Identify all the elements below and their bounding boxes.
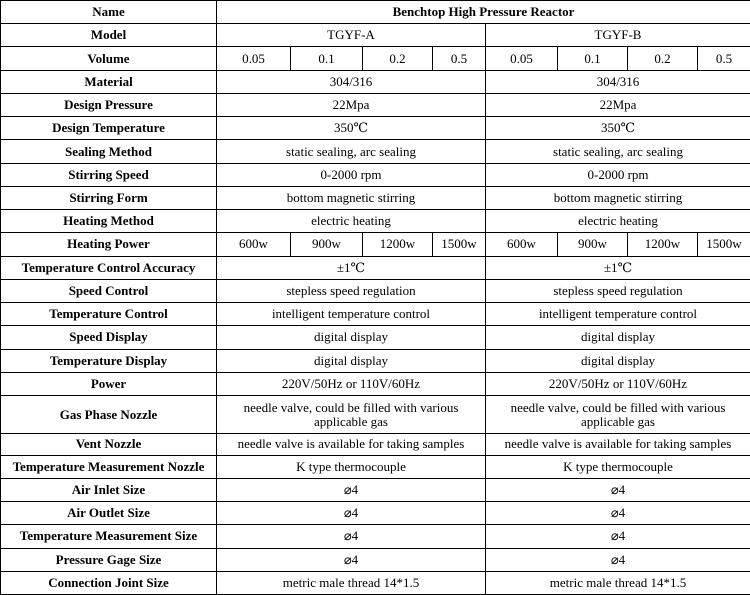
value-a: 304/316 xyxy=(217,70,486,93)
spec-row xyxy=(1,279,750,302)
value-a: 220V/50Hz or 110V/60Hz xyxy=(217,372,486,395)
value-a: ±1℃ xyxy=(217,256,486,279)
volume-b-cell: 0.05 xyxy=(486,47,558,70)
row-label: Power xyxy=(1,372,217,395)
value-a: K type thermocouple xyxy=(217,455,486,478)
heating-power-row xyxy=(1,233,750,256)
volume-a-cell: 0.2 xyxy=(363,47,433,70)
value-b: needle valve, could be filled with various applicable gas xyxy=(486,395,750,433)
row-label: Air Inlet Size xyxy=(1,478,217,501)
spec-row xyxy=(1,455,750,478)
value-b: ±1℃ xyxy=(486,256,750,279)
volume-b-cell: 0.1 xyxy=(558,47,628,70)
spec-row xyxy=(1,140,750,163)
spec-row xyxy=(1,434,750,455)
value-b: digital display xyxy=(486,349,750,372)
value-a: stepless speed regulation xyxy=(217,279,486,302)
volume-row xyxy=(1,47,750,70)
value-b: stepless speed regulation xyxy=(486,279,750,302)
value-b: ⌀4 xyxy=(486,548,750,571)
spec-row xyxy=(1,93,750,116)
spec-row xyxy=(1,395,750,433)
spec-row xyxy=(1,256,750,279)
value-b: K type thermocouple xyxy=(486,455,750,478)
spec-row xyxy=(1,117,750,140)
spec-row xyxy=(1,303,750,326)
spec-row xyxy=(1,326,750,349)
value-a: digital display xyxy=(217,349,486,372)
row-label: Material xyxy=(1,70,217,93)
name-label: Name xyxy=(1,1,217,24)
row-label: Stirring Form xyxy=(1,186,217,209)
volume-a-cell: 0.5 xyxy=(433,47,486,70)
value-a: needle valve, could be filled with various applicable gas xyxy=(217,395,486,433)
row-label: Speed Display xyxy=(1,326,217,349)
value-a: intelligent temperature control xyxy=(217,303,486,326)
row-label: Air Outlet Size xyxy=(1,502,217,525)
row-label: Temperature Measurement Nozzle xyxy=(1,455,217,478)
value-b: ⌀4 xyxy=(486,502,750,525)
spec-row xyxy=(1,349,750,372)
row-label: Temperature Display xyxy=(1,349,217,372)
value-a: electric heating xyxy=(217,210,486,233)
volume-a-cell: 0.05 xyxy=(217,47,291,70)
row-label: Connection Joint Size xyxy=(1,571,217,594)
power-a-cell: 1500w xyxy=(433,233,486,256)
heating-power-label: Heating Power xyxy=(1,233,217,256)
volume-label: Volume xyxy=(1,47,217,70)
value-b: ⌀4 xyxy=(486,525,750,548)
value-b: 0-2000 rpm xyxy=(486,163,750,186)
value-a: metric male thread 14*1.5 xyxy=(217,571,486,594)
value-b: 304/316 xyxy=(486,70,750,93)
value-a: 22Mpa xyxy=(217,93,486,116)
row-label: Vent Nozzle xyxy=(1,434,217,455)
value-a: ⌀4 xyxy=(217,502,486,525)
spec-row xyxy=(1,210,750,233)
row-label: Pressure Gage Size xyxy=(1,548,217,571)
spec-row xyxy=(1,525,750,548)
power-b-cell: 1500w xyxy=(698,233,750,256)
power-b-cell: 900w xyxy=(558,233,628,256)
value-a: 350℃ xyxy=(217,117,486,140)
value-b: 220V/50Hz or 110V/60Hz xyxy=(486,372,750,395)
model-row xyxy=(1,24,750,47)
row-label: Design Pressure xyxy=(1,93,217,116)
model-b: TGYF-B xyxy=(486,24,750,47)
spec-row xyxy=(1,502,750,525)
spec-row xyxy=(1,478,750,501)
spec-row xyxy=(1,372,750,395)
row-label: Heating Method xyxy=(1,210,217,233)
name-row xyxy=(1,1,750,24)
power-b-cell: 1200w xyxy=(628,233,698,256)
model-a: TGYF-A xyxy=(217,24,486,47)
value-a: ⌀4 xyxy=(217,548,486,571)
value-b: needle valve is available for taking samples xyxy=(486,434,750,455)
spec-row xyxy=(1,548,750,571)
value-b: intelligent temperature control xyxy=(486,303,750,326)
product-name: Benchtop High Pressure Reactor xyxy=(217,1,750,24)
spec-row xyxy=(1,571,750,594)
value-b: static sealing, arc sealing xyxy=(486,140,750,163)
volume-b-cell: 0.5 xyxy=(698,47,750,70)
power-b-cell: 600w xyxy=(486,233,558,256)
value-b: electric heating xyxy=(486,210,750,233)
value-b: ⌀4 xyxy=(486,478,750,501)
row-label: Speed Control xyxy=(1,279,217,302)
row-label: Design Temperature xyxy=(1,117,217,140)
value-a: ⌀4 xyxy=(217,478,486,501)
spec-row xyxy=(1,163,750,186)
volume-a-cell: 0.1 xyxy=(291,47,363,70)
value-b: 22Mpa xyxy=(486,93,750,116)
row-label: Temperature Control Accuracy xyxy=(1,256,217,279)
value-a: digital display xyxy=(217,326,486,349)
row-label: Gas Phase Nozzle xyxy=(1,395,217,433)
power-a-cell: 900w xyxy=(291,233,363,256)
value-a: bottom magnetic stirring xyxy=(217,186,486,209)
value-b: bottom magnetic stirring xyxy=(486,186,750,209)
value-a: ⌀4 xyxy=(217,525,486,548)
row-label: Stirring Speed xyxy=(1,163,217,186)
power-a-cell: 1200w xyxy=(363,233,433,256)
spec-row xyxy=(1,186,750,209)
power-a-cell: 600w xyxy=(217,233,291,256)
model-label: Model xyxy=(1,24,217,47)
spec-table-body xyxy=(1,1,750,595)
row-label: Sealing Method xyxy=(1,140,217,163)
volume-b-cell: 0.2 xyxy=(628,47,698,70)
value-b: digital display xyxy=(486,326,750,349)
value-a: static sealing, arc sealing xyxy=(217,140,486,163)
value-a: 0-2000 rpm xyxy=(217,163,486,186)
spec-row xyxy=(1,70,750,93)
value-a: needle valve is available for taking samples xyxy=(217,434,486,455)
value-b: metric male thread 14*1.5 xyxy=(486,571,750,594)
value-b: 350℃ xyxy=(486,117,750,140)
row-label: Temperature Control xyxy=(1,303,217,326)
row-label: Temperature Measurement Size xyxy=(1,525,217,548)
